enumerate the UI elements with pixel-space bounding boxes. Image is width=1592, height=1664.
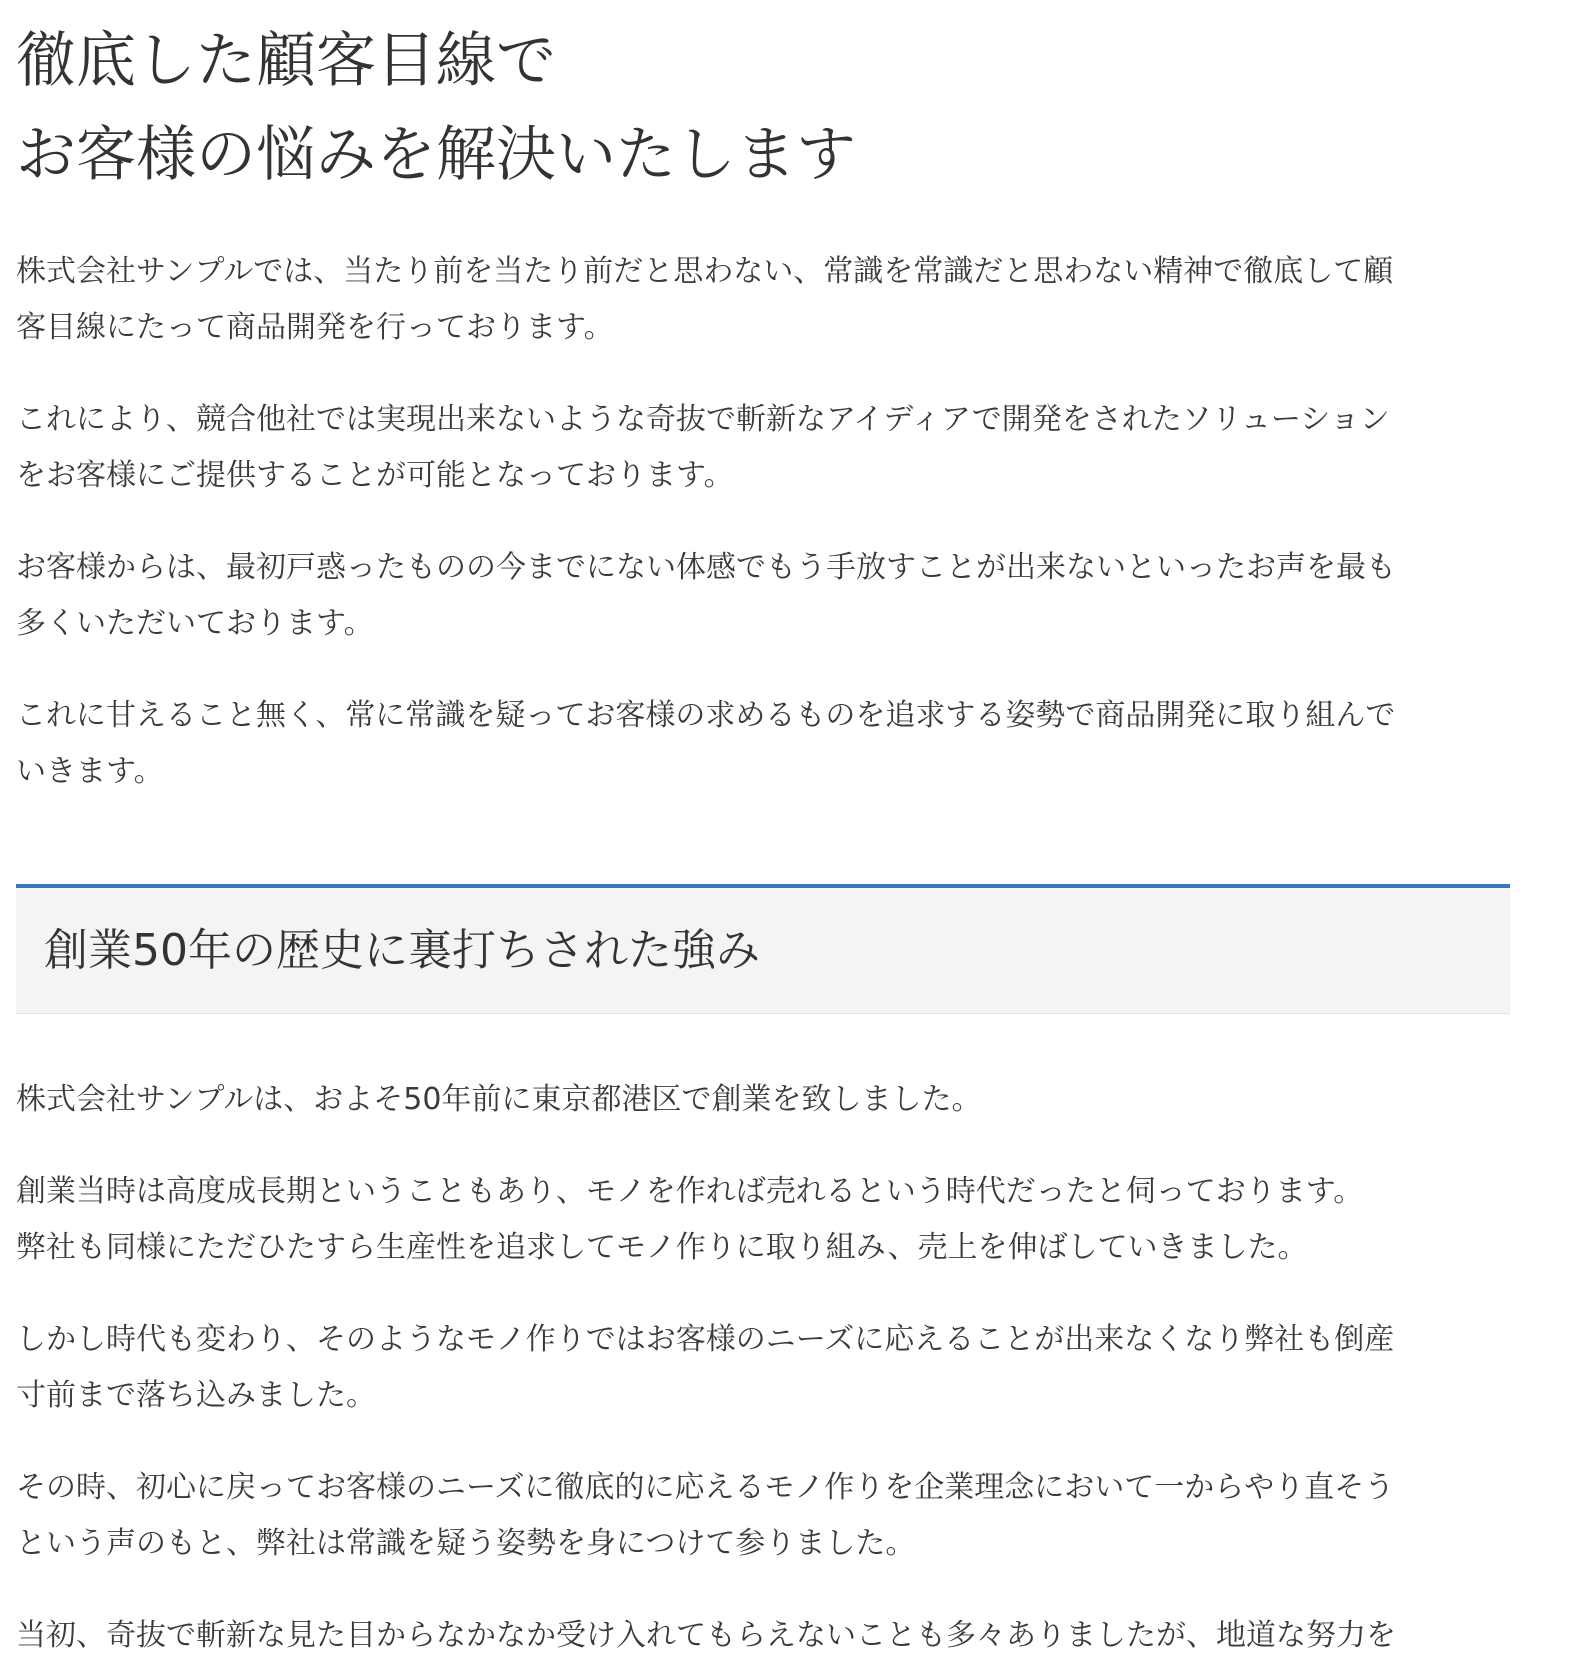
history-paragraph-1-line-1: 株式会社サンプルは、およそ50年前に東京都港区で創業を致しました。	[16, 1082, 982, 1117]
intro-paragraph-4	[16, 688, 1496, 800]
history-section-title: 創業50年の歴史に裏打ちされた強み	[44, 924, 760, 976]
intro-paragraph-3	[16, 540, 1496, 652]
history-paragraph-2	[16, 1164, 1496, 1276]
hero-title-line-2: お客様の悩みを解決いたします	[16, 120, 856, 190]
intro-paragraph-3-line-2: 多くいただいております。	[16, 606, 374, 641]
intro-paragraph-1	[16, 244, 1496, 356]
hero-title-line-1: 徹底した顧客目線で	[16, 26, 556, 96]
history-paragraph-4-line-1: その時、初心に戻ってお客様のニーズに徹底的に応えるモノ作りを企業理念において一からやり直そう	[16, 1470, 1395, 1505]
intro-paragraph-3-line-1: お客様からは、最初戸惑ったものの今までにない体感でもう手放すことが出来ないといったお声を最も	[16, 550, 1396, 585]
hero-title	[16, 0, 1526, 202]
history-paragraph-5-line-1: 当初、奇抜で斬新な見た目からなかなか受け入れてもらえないことも多々ありましたが、地道な努力を	[16, 1618, 1396, 1653]
history-paragraph-2-line-2: 弊社も同様にただひたすら生産性を追求してモノ作りに取り組み、売上を伸ばしていきました。	[16, 1230, 1308, 1265]
history-paragraph-3-line-1: しかし時代も変わり、そのようなモノ作りではお客様のニーズに応えることが出来なくなり弊社も倒産	[16, 1322, 1395, 1357]
intro-paragraph-1-line-2: 客目線にたって商品開発を行っております。	[16, 310, 614, 345]
intro-paragraph-2-line-2: をお客様にご提供することが可能となっております。	[16, 458, 734, 493]
intro-paragraph-1-line-1: 株式会社サンプルでは、当たり前を当たり前だと思わない、常識を常識だと思わない精神で徹底して顧	[16, 254, 1394, 289]
intro-paragraph-4-line-1: これに甘えること無く、常に常識を疑ってお客様の求めるものを追求する姿勢で商品開発に取り組んで	[16, 698, 1396, 733]
intro-paragraph-2	[16, 392, 1496, 504]
history-paragraph-3	[16, 1312, 1496, 1424]
history-paragraph-3-line-2: 寸前まで落ち込みました。	[16, 1378, 376, 1413]
intro-paragraph-2-line-1: これにより、競合他社では実現出来ないような奇抜で斬新なアイディアで開発をされたソリューション	[16, 402, 1390, 437]
history-paragraph-5	[16, 1608, 1496, 1664]
history-paragraph-4-line-2: という声のもと、弊社は常識を疑う姿勢を身につけて参りました。	[16, 1526, 916, 1561]
intro-paragraph-4-line-2: いきます。	[16, 754, 164, 789]
history-paragraph-4	[16, 1460, 1496, 1572]
history-section-header	[16, 884, 1510, 1014]
history-paragraph-2-line-1: 創業当時は高度成長期ということもあり、モノを作れば売れるという時代だったと伺っております。	[16, 1174, 1364, 1209]
history-paragraph-1	[16, 1072, 1496, 1128]
